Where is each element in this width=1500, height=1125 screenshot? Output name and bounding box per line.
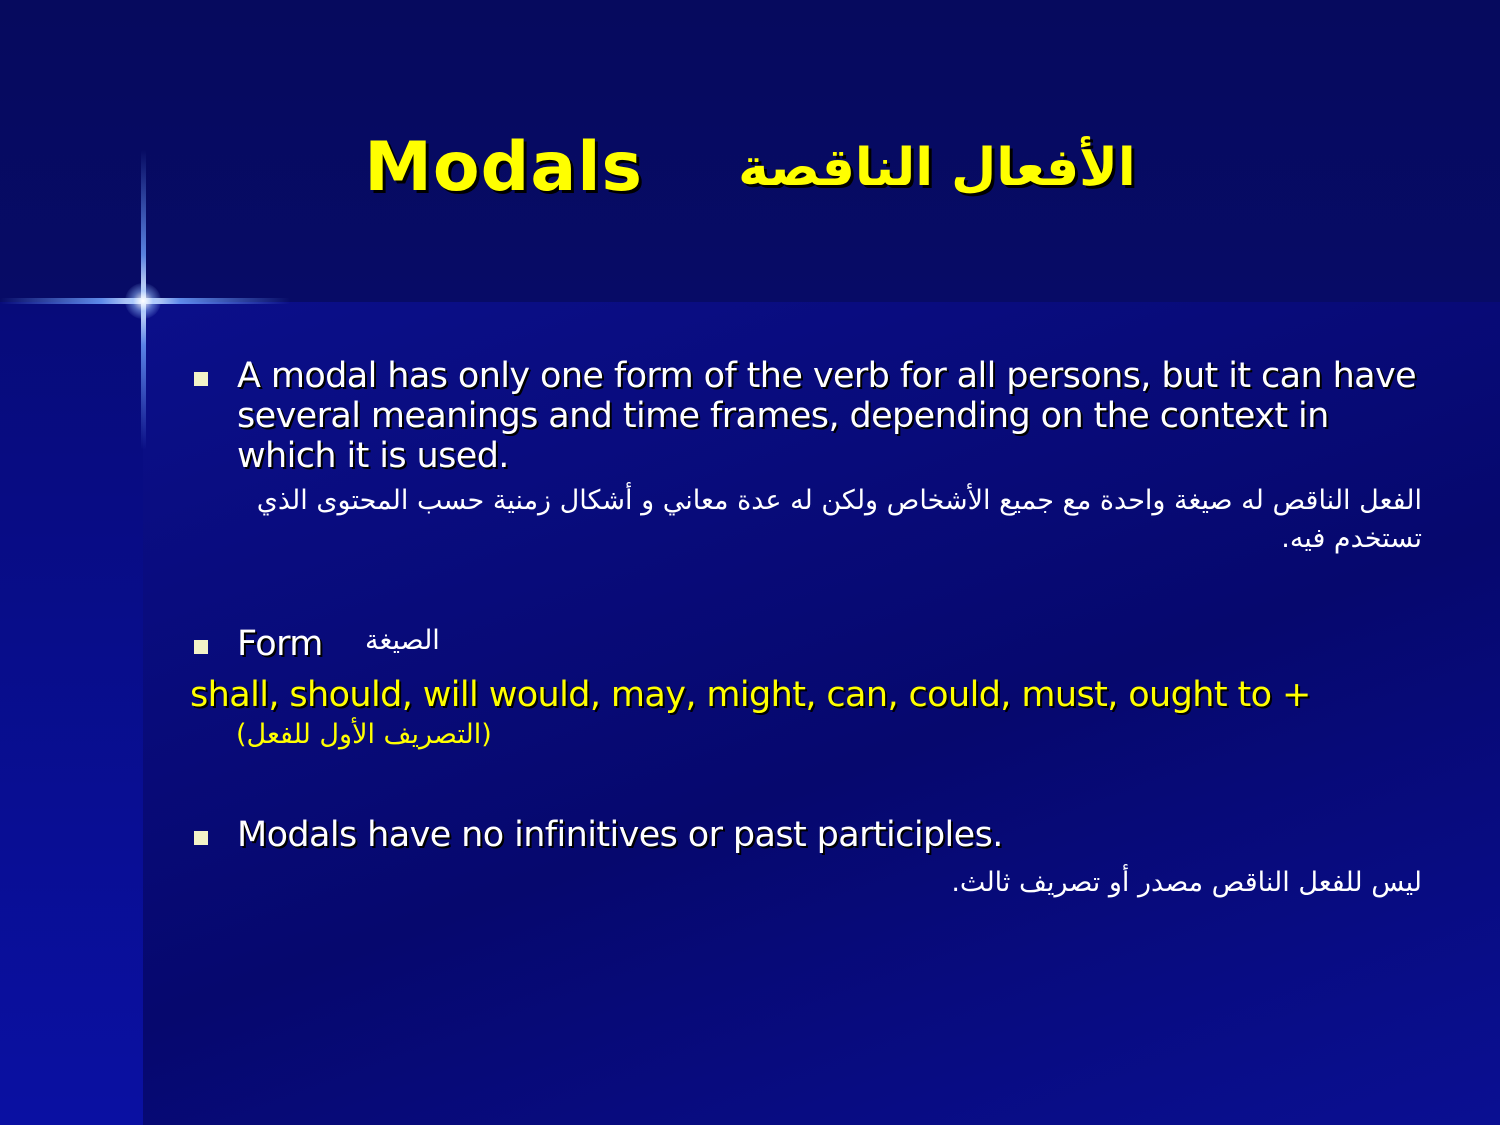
bullet-3-translation: ليس للفعل الناقص مصدر أو تصريف ثالث. xyxy=(951,867,1422,898)
bullet-1-translation: الفعل الناقص له صيغة واحدة مع جميع الأشخاص ولكن له عدة معاني و أشكال زمنية حسب المحتوى الذي تستخدم فيه. xyxy=(256,485,1422,554)
bullet-marker xyxy=(194,372,208,386)
bullet-1-text: A modal has only one form of the verb for all persons, but it can have several meanings and time frames, depending on the context in which it is used. xyxy=(237,356,1417,476)
title-english: Modals xyxy=(364,128,643,207)
light-flare-center xyxy=(125,283,161,319)
bullet-3-text: Modals have no infinitives or past participles. xyxy=(237,815,1003,855)
bullet-2-arabic-label: الصيغة xyxy=(365,625,440,656)
title-arabic: الأفعال الناقصة xyxy=(738,137,1136,198)
bullet-marker xyxy=(194,831,208,845)
slide-title xyxy=(0,128,1500,207)
left-band xyxy=(0,302,143,1125)
bullet-2-text: Form xyxy=(237,624,323,664)
modals-list: shall, should, will would, may, might, can, could, must, ought to + xyxy=(190,675,1311,715)
modals-note: (التصريف الأول للفعل) xyxy=(236,719,492,750)
bullet-marker xyxy=(194,640,208,654)
